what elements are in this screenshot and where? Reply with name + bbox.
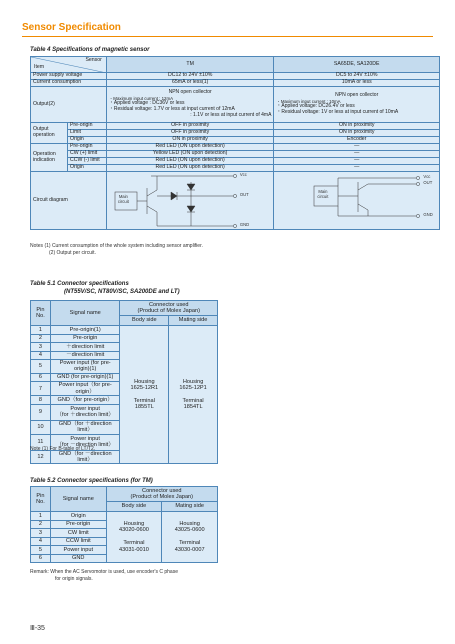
t51-signal: Pre-origin(1) bbox=[50, 326, 120, 335]
t51-head-signal: Signal name bbox=[50, 301, 120, 326]
power-voltage-tm: DC12 to 24V ±10% bbox=[106, 73, 274, 80]
output-sa-title: NPN open collector bbox=[335, 92, 379, 99]
t51-pin: 2 bbox=[31, 334, 51, 343]
corner-sensor: Sensor bbox=[85, 57, 102, 63]
t51-head-body: Body side bbox=[120, 316, 169, 326]
t51-pin: 1 bbox=[31, 326, 51, 335]
t52-head-connector: Connector used (Product of Molex Japan) bbox=[106, 487, 217, 502]
table4-caption: Table 4 Specifications of magnetic sensor bbox=[30, 47, 150, 53]
ind-row-sa: — bbox=[274, 158, 440, 165]
t51-mating-side: Housing 1625-12P1 Terminal 1854TL bbox=[169, 326, 218, 464]
t51-pin: 11 bbox=[31, 434, 51, 450]
ind-row-name: CCW (-) limit bbox=[67, 158, 106, 165]
t52-head-mating: Mating side bbox=[162, 502, 218, 512]
t51-head-pin: Pin No. bbox=[31, 301, 51, 326]
power-voltage-label: Power supply voltage bbox=[31, 73, 107, 80]
table51-note: Note (1) For B-table of LT/T2. bbox=[30, 446, 96, 452]
col-sa: SA65DE, SA120DE bbox=[274, 57, 440, 73]
t51-signal: Power input（for pre-origin） bbox=[50, 382, 120, 396]
circuit-tm-main: Main circuit bbox=[117, 194, 129, 204]
t52-pin: 1 bbox=[31, 512, 51, 521]
t52-mating-side: Housing 43025-0600 Terminal 43030-0007 bbox=[162, 512, 218, 563]
t51-pin: 5 bbox=[31, 360, 51, 374]
ind-row-tm: Yellow LED (ON upon detection) bbox=[106, 151, 274, 158]
circuit-tm-gnd: GND bbox=[239, 222, 250, 227]
circuit-sa-vcc: Vcc bbox=[423, 174, 431, 179]
power-voltage-sa: DC5 to 24V ±10% bbox=[274, 73, 440, 80]
ind-row-sa: — bbox=[274, 165, 440, 172]
table4-note-2: (2) Output per circuit. bbox=[49, 250, 96, 256]
circuit-sa-main: Main circuit bbox=[317, 189, 329, 199]
t51-signal: Power input （for －direction limit） bbox=[50, 434, 120, 450]
col-tm: TM bbox=[106, 57, 274, 73]
ind-row-tm: Red LED (ON upon detection) bbox=[106, 158, 274, 165]
ind-row-tm: Red LED (ON upon detection) bbox=[106, 144, 274, 151]
section-title: Sensor Specification bbox=[22, 22, 121, 33]
t52-pin: 2 bbox=[31, 520, 51, 529]
table51 bbox=[30, 300, 218, 464]
t51-pin: 7 bbox=[31, 382, 51, 396]
ind-row-tm: Red LED (ON upon detection) bbox=[106, 165, 274, 172]
t52-body-side: Housing 43020-0600 Terminal 43031-0010 bbox=[106, 512, 162, 563]
op-row-name: Pre-origin bbox=[67, 123, 106, 130]
t52-head-pin: Pin No. bbox=[31, 487, 51, 512]
t51-pin: 6 bbox=[31, 373, 51, 382]
t51-signal: Power input （for ＋direction limit） bbox=[50, 404, 120, 420]
t52-signal: GND bbox=[50, 554, 106, 563]
op-row-sa: ON in proximity bbox=[274, 130, 440, 137]
output-tm-line4: : 1.1V or less at input current of 4mA bbox=[190, 111, 272, 118]
t51-signal: GND（for ＋direction limit） bbox=[50, 420, 120, 434]
t51-pin: 4 bbox=[31, 351, 51, 360]
op-row-name: Origin bbox=[67, 137, 106, 144]
t52-pin: 3 bbox=[31, 529, 51, 538]
t51-signal: GND (for pre-origin)(1) bbox=[50, 373, 120, 382]
t51-body-side: Housing 1625-12R1 Terminal 1855TL bbox=[120, 326, 169, 464]
output-label: Output(2) bbox=[31, 87, 107, 123]
table52-caption: Table 5.2 Connector specifications (for TM) bbox=[30, 478, 153, 484]
t52-signal: Power input bbox=[50, 546, 106, 555]
current-label: Current consumption bbox=[31, 80, 107, 87]
t51-pin: 10 bbox=[31, 420, 51, 434]
circuit-sa-out: OUT bbox=[423, 180, 433, 185]
ind-row-sa: — bbox=[274, 151, 440, 158]
circuit-tm-cell bbox=[106, 172, 274, 230]
title-rule bbox=[22, 36, 433, 37]
current-sa: 10mA or less bbox=[274, 80, 440, 87]
current-tm: 65mA or less(1) bbox=[106, 80, 274, 87]
circuit-sa-cell bbox=[274, 172, 440, 230]
t51-signal: Pre-origin bbox=[50, 334, 120, 343]
operation-indication-label: Operation indication bbox=[31, 144, 68, 172]
t51-signal: GND（for －direction limit） bbox=[50, 450, 120, 464]
t52-signal: CCW limit bbox=[50, 537, 106, 546]
t51-pin: 3 bbox=[31, 343, 51, 352]
output-sa-line1: ・Maximum input current : 10mA bbox=[276, 99, 341, 105]
t52-head-body: Body side bbox=[106, 502, 162, 512]
table4-note-1: Notes (1) Current consumption of the whole system including sensor amplifier. bbox=[30, 243, 203, 249]
circuit-diagram-label: Circuit diagram bbox=[31, 172, 107, 230]
t52-signal: CW limit bbox=[50, 529, 106, 538]
output-tm-line3: ・Residual voltage: 1.7V or less at input current of 12mA bbox=[108, 106, 235, 113]
output-sa-line3: ・Residual voltage: 1V or less at input current of 10mA bbox=[276, 108, 399, 115]
ind-row-name: Pre-origin bbox=[67, 144, 106, 151]
t51-signal: －direction limit bbox=[50, 351, 120, 360]
op-row-sa: ON in proximity bbox=[274, 123, 440, 130]
output-tm-line2: ・Applied voltage : DC36V or less bbox=[108, 100, 185, 107]
table51-caption-1: Table 5.1 Connector specifications bbox=[30, 281, 129, 287]
page-number: Ⅲ-35 bbox=[30, 625, 45, 632]
table51-caption-2: (NT55V/SC, NT80V/SC, SA200DE and LT) bbox=[64, 289, 180, 295]
t51-head-mating: Mating side bbox=[169, 316, 218, 326]
t52-pin: 5 bbox=[31, 546, 51, 555]
t51-pin: 9 bbox=[31, 404, 51, 420]
t52-signal: Origin bbox=[50, 512, 106, 521]
output-sa-line2: ・Applied voltage: DC26.4V or less bbox=[276, 103, 355, 110]
t52-signal: Pre-origin bbox=[50, 520, 106, 529]
t52-pin: 6 bbox=[31, 554, 51, 563]
t51-pin: 12 bbox=[31, 450, 51, 464]
circuit-tm-vcc: Vcc bbox=[239, 172, 247, 177]
t52-head-signal: Signal name bbox=[50, 487, 106, 512]
t51-head-connector: Connector used (Product of Molex Japan) bbox=[120, 301, 218, 316]
output-tm-title: NPN open collector bbox=[168, 89, 212, 96]
circuit-sa-gnd: GND bbox=[423, 212, 433, 217]
t52-pin: 4 bbox=[31, 537, 51, 546]
table52-remark-2: for origin signals. bbox=[55, 576, 93, 582]
table4-corner bbox=[31, 57, 107, 73]
table4 bbox=[30, 56, 440, 230]
circuit-sa-diagram bbox=[274, 172, 440, 230]
t51-signal: GND（for pre-origin） bbox=[50, 396, 120, 405]
op-row-tm: OFF in proximity bbox=[106, 123, 274, 130]
table52 bbox=[30, 486, 218, 563]
circuit-tm-diagram bbox=[107, 172, 275, 230]
corner-item: Item bbox=[34, 64, 45, 71]
op-row-tm: ON in proximity bbox=[106, 137, 274, 144]
ind-row-name: Origin bbox=[67, 165, 106, 172]
output-operation-label: Output operation bbox=[31, 123, 68, 144]
t51-signal: Power input (for pre-origin)(1) bbox=[50, 360, 120, 374]
op-row-name: Limit bbox=[67, 130, 106, 137]
output-tm-line1: ・Maximum input current : 12mA bbox=[108, 96, 174, 102]
op-row-tm: OFF in proximity bbox=[106, 130, 274, 137]
ind-row-name: CW (+) limit bbox=[67, 151, 106, 158]
table52-remark-1: Remark: When the AC Servomotor is used, use encoder's C phase bbox=[30, 569, 178, 575]
t51-signal: ＋direction limit bbox=[50, 343, 120, 352]
op-row-sa: Encoder bbox=[274, 137, 440, 144]
ind-row-sa: — bbox=[274, 144, 440, 151]
t51-pin: 8 bbox=[31, 396, 51, 405]
circuit-tm-out: OUT bbox=[239, 192, 249, 197]
